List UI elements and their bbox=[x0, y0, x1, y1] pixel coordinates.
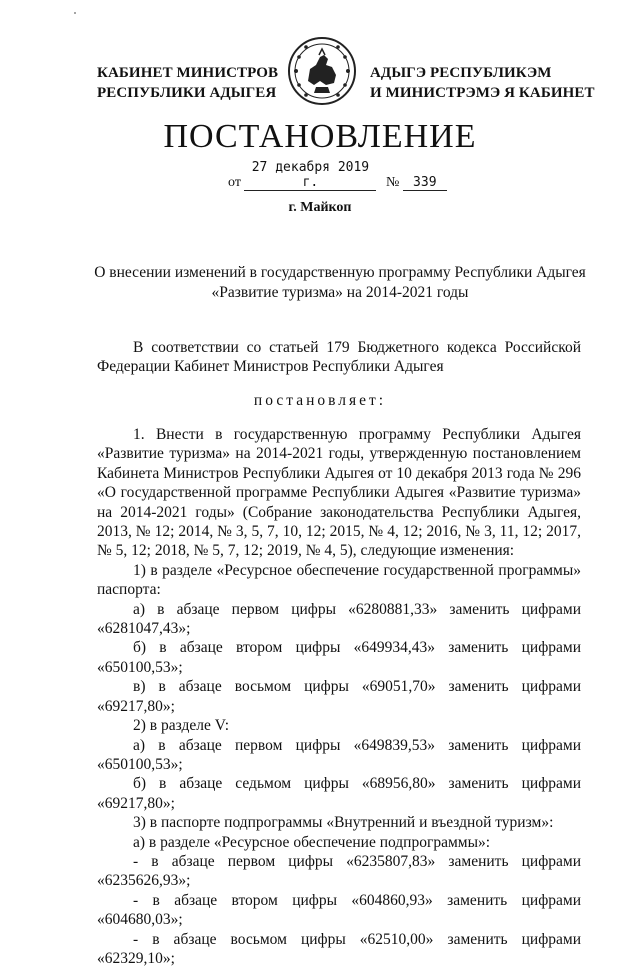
number-label: № bbox=[385, 175, 400, 190]
document-date: 27 декабря 2019 г. bbox=[244, 160, 376, 191]
paragraph: б) в абзаце седьмом цифры «68956,80» заменить цифрами «69217,80»; bbox=[97, 775, 581, 812]
coat-of-arms-icon bbox=[286, 35, 358, 107]
issuer-line-2: РЕСПУБЛИКИ АДЫГЕЯ bbox=[97, 85, 277, 101]
preamble: В соответствии со статьей 179 Бюджетного кодекса Российской Федерации Кабинет Министров Республики Адыгея bbox=[97, 339, 581, 376]
paragraph: б) в абзаце втором цифры «649934,43» заменить цифрами «650100,53»; bbox=[97, 639, 581, 676]
issuer-line-2: И МИНИСТРЭМЭ Я КАБИНЕТ bbox=[370, 85, 595, 101]
resolves-heading: постановляет: bbox=[253, 392, 387, 409]
subject-line-2: «Развитие туризма» на 2014-2021 годы bbox=[211, 284, 469, 301]
date-prefix: от bbox=[228, 175, 241, 190]
paragraph: а) в разделе «Ресурсное обеспечение подпрограммы»: bbox=[133, 833, 491, 851]
paragraph: - в абзаце втором цифры «604860,93» заменить цифрами «604680,03»; bbox=[97, 891, 581, 929]
paragraph: а) в абзаце первом цифры «6280881,33» заменить цифрами «6281047,43»; bbox=[97, 600, 581, 638]
issuer-name-adyghe bbox=[370, 63, 595, 103]
issuer-name-russian bbox=[97, 63, 278, 103]
document-title: ПОСТАНОВЛЕНИЕ bbox=[163, 118, 477, 155]
issuer-line-1: АДЫГЭ РЕСПУБЛИКЭМ bbox=[370, 65, 552, 81]
date-line bbox=[228, 160, 447, 191]
paragraph: 1) в разделе «Ресурсное обеспечение государственной программы» паспорта: bbox=[97, 561, 581, 599]
paragraph: - в абзаце восьмом цифры «62510,00» заменить цифрами «62329,10»; bbox=[97, 930, 581, 967]
subject-line-1: О внесении изменений в государственную программу Республики Адыгея bbox=[94, 264, 586, 281]
document-number: 339 bbox=[403, 175, 447, 191]
paragraph: в) в абзаце восьмом цифры «69051,70» заменить цифрами «69217,80»; bbox=[97, 678, 581, 715]
paragraph: 1. Внести в государственную программу Республики Адыгея «Развитие туризма» на 2014-2021 годы, утвержденную постановлением Кабинета Министров Республики Адыгея от 10 декабря 2013 года № 296 «О государственной программе Республики Адыгея «Развитие туризма» на 2014-2021 годы» (Собрание законодательства Республики Адыгея, 2013, № 12; 2014, № 3, 5, 7, 10, 12; 2015, № 4, 12; 2016, № 3, 11, 12; 2017, № 5, 12; 2018, № 5, 7, 12; 2019, № 4, 5), следующие изменения: bbox=[97, 426, 581, 560]
paragraph: 3) в паспорте подпрограммы «Внутренний и въездной туризм»: bbox=[133, 814, 554, 832]
paragraph: 2) в разделе V: bbox=[133, 717, 230, 735]
city: г. Майкоп bbox=[288, 200, 352, 215]
paragraph: а) в абзаце первом цифры «649839,53» заменить цифрами «650100,53»; bbox=[97, 736, 581, 773]
issuer-line-1: КАБИНЕТ МИНИСТРОВ bbox=[97, 65, 279, 81]
document-subject bbox=[80, 263, 600, 303]
scan-speck bbox=[74, 12, 76, 14]
paragraph: - в абзаце первом цифры «6235807,83» заменить цифрами «6235626,93»; bbox=[97, 852, 581, 890]
document-body bbox=[97, 425, 581, 968]
